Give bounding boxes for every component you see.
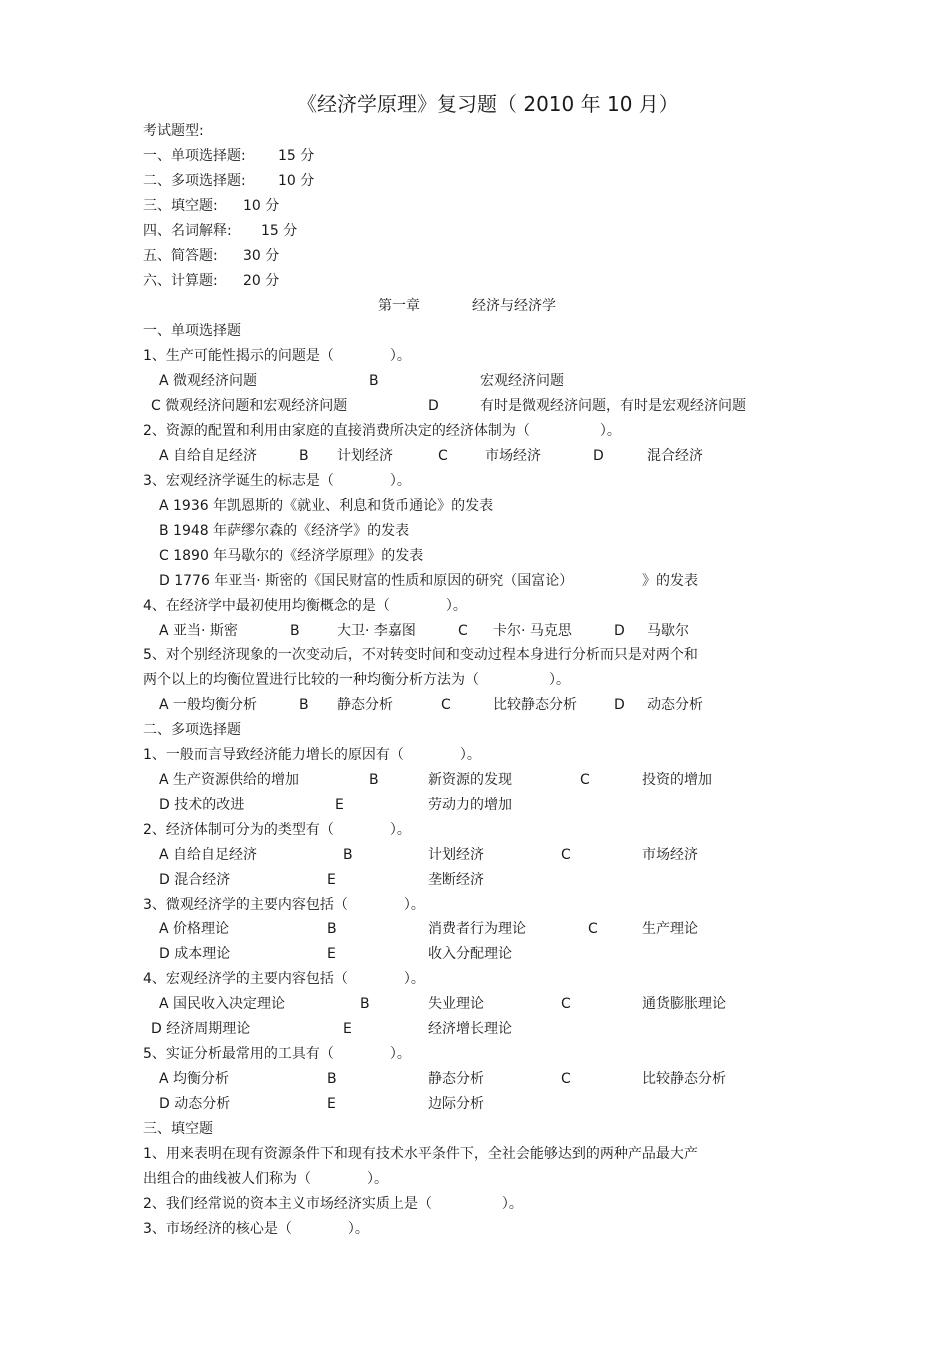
option-b: 静态分析 [337, 697, 393, 713]
option-b: 新资源的发现 [428, 772, 512, 788]
exam-type-score: 15 分 [261, 223, 298, 239]
option-d: D 动态分析 [159, 1096, 231, 1112]
question-text: 1、用来表明在现有资源条件下和现有技术水平条件下，全社会能够达到的两种产品最大产 [143, 1146, 698, 1162]
option-d: D 混合经济 [159, 872, 231, 888]
question-text: 1、生产可能性揭示的问题是（ ）。 [143, 348, 411, 364]
option-d-letter: D [593, 448, 604, 464]
exam-type-name: 六、计算题: [143, 273, 218, 289]
option-b: B 1948 年萨缪尔森的《经济学》的发表 [159, 523, 410, 539]
option-d: D 技术的改进 [159, 797, 245, 813]
option-c: C 1890 年马歇尔的《经济学原理》的发表 [159, 548, 424, 564]
section-heading: 三、填空题 [143, 1121, 213, 1137]
option-c-letter: C [458, 623, 468, 639]
exam-type-name: 二、多项选择题: [143, 173, 246, 189]
exam-types-heading: 考试题型: [143, 123, 204, 139]
option-c-letter: C [441, 697, 451, 713]
chapter-number: 第一章 [378, 298, 420, 314]
option-e: 经济增长理论 [428, 1021, 512, 1037]
option-c-letter: C [561, 1071, 571, 1087]
option-b: 宏观经济问题 [480, 373, 564, 389]
option-e: 劳动力的增加 [428, 797, 512, 813]
option-d: D 成本理论 [159, 946, 231, 962]
option-e: 垄断经济 [428, 872, 484, 888]
option-c-letter: C [580, 772, 590, 788]
section-heading: 二、多项选择题 [143, 722, 241, 738]
question-text: 4、宏观经济学的主要内容包括（ ）。 [143, 971, 425, 987]
option-d: 有时是微观经济问题，有时是宏观经济问题 [480, 398, 746, 414]
option-b: 计划经济 [337, 448, 393, 464]
option-b: 静态分析 [428, 1071, 484, 1087]
exam-type-score: 10 分 [278, 173, 315, 189]
option-c-letter: C [561, 847, 571, 863]
option-b: 大卫· 李嘉图 [337, 623, 416, 639]
option-b-letter: B [299, 448, 309, 464]
option-e: 收入分配理论 [428, 946, 512, 962]
question-text: 1、一般而言导致经济能力增长的原因有（ ）。 [143, 747, 481, 763]
option-c: 市场经济 [485, 448, 541, 464]
question-text: 3、微观经济学的主要内容包括（ ）。 [143, 897, 425, 913]
question-text-cont: 两个以上的均衡位置进行比较的一种均衡分析方法为（ ）。 [143, 672, 570, 688]
option-c: 比较静态分析 [642, 1071, 726, 1087]
exam-type-score: 20 分 [243, 273, 280, 289]
exam-type-name: 四、名词解释: [143, 223, 232, 239]
option-c: 投资的增加 [642, 772, 712, 788]
option-e-letter: E [335, 797, 344, 813]
option-b-letter: B [343, 847, 353, 863]
option-e-letter: E [327, 1096, 336, 1112]
option-a: A 亚当· 斯密 [159, 623, 238, 639]
option-a: A 自给自足经济 [159, 847, 258, 863]
option-a: A 价格理论 [159, 921, 230, 937]
option-e-letter: E [327, 872, 336, 888]
section-heading: 一、单项选择题 [143, 323, 241, 339]
question-text: 5、实证分析最常用的工具有（ ）。 [143, 1046, 411, 1062]
option-c-letter: C [438, 448, 448, 464]
question-text: 2、资源的配置和利用由家庭的直接消费所决定的经济体制为（ ）。 [143, 423, 621, 439]
option-b-letter: B [299, 697, 309, 713]
option-c: 市场经济 [642, 847, 698, 863]
exam-type-name: 一、单项选择题: [143, 148, 246, 164]
option-a: A 国民收入决定理论 [159, 996, 286, 1012]
exam-type-score: 15 分 [278, 148, 315, 164]
option-d: D 1776 年亚当· 斯密的《国民财富的性质和原因的研究（国富论） [159, 573, 574, 589]
option-e-letter: E [327, 946, 336, 962]
option-b: 消费者行为理论 [428, 921, 526, 937]
option-c: C 微观经济问题和宏观经济问题 [151, 398, 348, 414]
question-text: 4、在经济学中最初使用均衡概念的是（ ）。 [143, 598, 467, 614]
exam-type-name: 五、简答题: [143, 248, 218, 264]
option-d: 混合经济 [647, 448, 703, 464]
exam-type-name: 三、填空题: [143, 198, 218, 214]
option-c-letter: C [588, 921, 598, 937]
option-b-letter: B [369, 373, 379, 389]
option-e: 边际分析 [428, 1096, 484, 1112]
option-d-letter: D [614, 697, 625, 713]
option-d: 马歇尔 [647, 623, 689, 639]
option-d-letter: D [428, 398, 439, 414]
question-text: 3、宏观经济学诞生的标志是（ ）。 [143, 473, 411, 489]
option-a: A 生产资源供给的增加 [159, 772, 300, 788]
option-a: A 1936 年凯恩斯的《就业、利息和货币通论》的发表 [159, 498, 494, 514]
question-text: 5、对个别经济现象的一次变动后，不对转变时间和变动过程本身进行分析而只是对两个和 [143, 647, 698, 663]
option-b-letter: B [290, 623, 300, 639]
option-d-letter: D [614, 623, 625, 639]
option-e-letter: E [343, 1021, 352, 1037]
option-c-letter: C [561, 996, 571, 1012]
exam-type-score: 10 分 [243, 198, 280, 214]
option-c: 比较静态分析 [493, 697, 577, 713]
question-text-cont: 出组合的曲线被人们称为（ ）。 [143, 1171, 388, 1187]
option-a: A 自给自足经济 [159, 448, 258, 464]
option-d: 动态分析 [647, 697, 703, 713]
option-d-tail: 》的发表 [642, 573, 698, 589]
page-title: 《经济学原理》复习题（ 2010 年 10 月） [297, 92, 679, 116]
option-b-letter: B [327, 1071, 337, 1087]
option-b-letter: B [369, 772, 379, 788]
option-a: A 均衡分析 [159, 1071, 230, 1087]
option-d: D 经济周期理论 [151, 1021, 251, 1037]
chapter-name: 经济与经济学 [472, 298, 556, 314]
question-text: 2、经济体制可分为的类型有（ ）。 [143, 822, 411, 838]
option-a: A 微观经济问题 [159, 373, 258, 389]
option-c: 卡尔· 马克思 [493, 623, 572, 639]
option-b: 失业理论 [428, 996, 484, 1012]
option-b: 计划经济 [428, 847, 484, 863]
question-text: 2、我们经常说的资本主义市场经济实质上是（ ）。 [143, 1196, 523, 1212]
option-a: A 一般均衡分析 [159, 697, 258, 713]
exam-type-score: 30 分 [243, 248, 280, 264]
question-text: 3、市场经济的核心是（ ）。 [143, 1221, 369, 1237]
option-c: 通货膨胀理论 [642, 996, 726, 1012]
option-c: 生产理论 [642, 921, 698, 937]
option-b-letter: B [360, 996, 370, 1012]
option-b-letter: B [327, 921, 337, 937]
